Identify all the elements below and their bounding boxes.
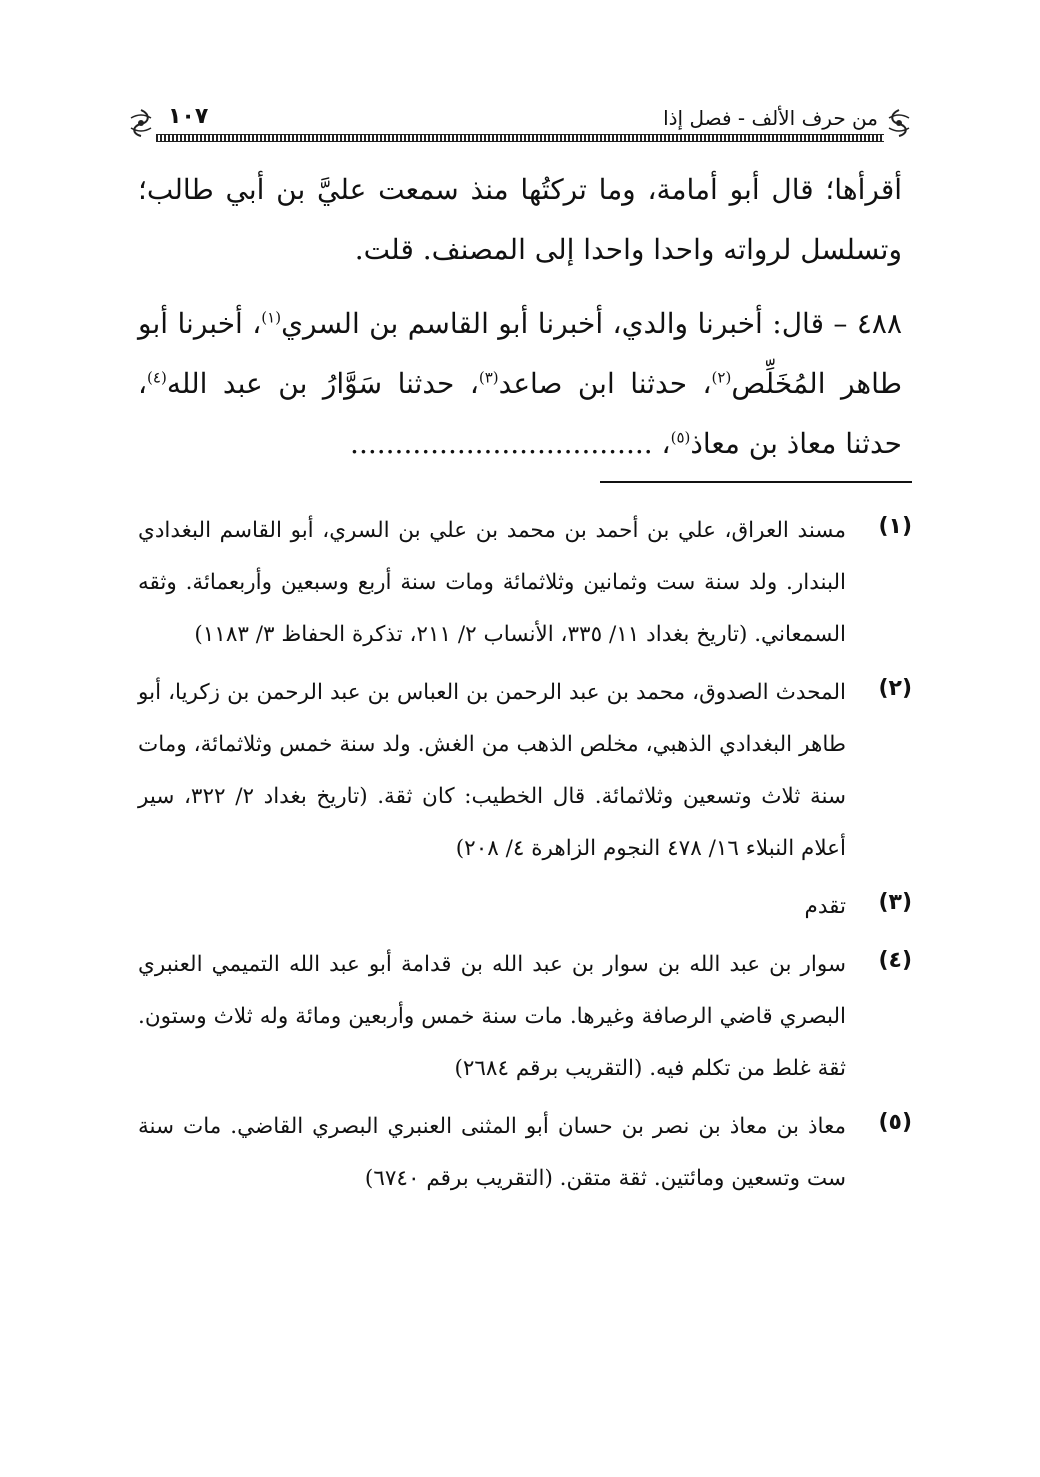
footnote-ref-5[interactable]: (٥) xyxy=(670,428,691,447)
footnote-1 xyxy=(138,505,912,661)
footnote-number: (٥) xyxy=(878,1110,912,1135)
footnote-text: سوار بن عبد الله بن سوار بن عبد الله بن قدامة أبو عبد الله التميمي العنبري البصري قاضي الرصافة وغيرها. مات سنة خمس وأربعين ومائة وله ثلاث وستون. ثقة غلط من تكلم فيه. (التقريب برقم ٢٦٨٤) xyxy=(138,952,846,1081)
narration-segment-5: ، حدثنا معاذ بن معاذ xyxy=(138,367,902,460)
footnote-number: (٤) xyxy=(878,948,912,973)
footnotes xyxy=(138,505,912,1211)
narration-segment-6: ، .................................. xyxy=(350,427,671,460)
narration-488 xyxy=(138,294,902,474)
footnote-4 xyxy=(138,939,912,1095)
footnote-5 xyxy=(138,1101,912,1205)
footnote-separator xyxy=(600,481,912,483)
footnote-text: المحدث الصدوق، محمد بن عبد الرحمن بن العباس بن عبد الرحمن بن زكريا، أبو طاهر البغدادي الذهبي، مخلص الذهب من الغش. ولد سنة خمس وثلاثمائة، ومات سنة ثلاث وتسعين وثلاثمائة. قال الخطيب: كان ثقة. (تاريخ بغداد ٢/ ٣٢٢، سير أعلام النبلاء ١٦/ ٤٧٨ النجوم الزاهرة ٤/ ٢٠٨) xyxy=(138,680,846,861)
footnote-number: (٣) xyxy=(878,890,912,915)
footnote-number: (٢) xyxy=(878,676,912,701)
main-text xyxy=(138,160,902,474)
footnote-2 xyxy=(138,667,912,875)
narration-segment-4: ، حدثنا سَوَّارُ بن عبد الله xyxy=(166,367,479,400)
paragraph-1: أقرأها؛ قال أبو أمامة، وما تركتُها منذ سمعت عليَّ بن أبي طالب؛ وتسلسل لرواته واحدا واحدا إلى المصنف. قلت. xyxy=(138,173,902,266)
footnote-ref-1[interactable]: (١) xyxy=(261,308,282,327)
ornament-right-icon xyxy=(886,108,912,138)
footnote-text: مسند العراق، علي بن أحمد بن محمد بن علي بن السري، أبو القاسم البغدادي البندار. ولد سنة ست وثمانين وثلاثمائة ومات سنة أربع وسبعين وأربعمائة. وثقه السمعاني. (تاريخ بغداد ١١/ ٣٣٥، الأنساب ٢/ ٢١١، تذكرة الحفاظ ٣/ ١١٨٣) xyxy=(138,518,846,647)
footnote-text: معاذ بن معاذ بن نصر بن حسان أبو المثنى العنبري البصري القاضي. مات سنة ست وتسعين ومائتين. ثقة متقن. (التقريب برقم ٦٧٤٠) xyxy=(138,1114,846,1191)
footnote-text: تقدم xyxy=(804,894,846,919)
footnote-ref-4[interactable]: (٤) xyxy=(147,368,167,387)
footnote-3 xyxy=(138,881,912,933)
footnote-number: (١) xyxy=(878,514,912,539)
page-number: ١٠٧ xyxy=(168,104,209,129)
running-header xyxy=(128,104,912,146)
narration-segment-2: ، أخبرنا أبو طاهر المُخَلِّص xyxy=(138,307,902,400)
header-title: من حرف الألف - فصل إذا xyxy=(663,106,878,130)
footnote-ref-2[interactable]: (٢) xyxy=(711,368,732,387)
ornament-left-icon xyxy=(128,108,154,138)
footnote-ref-3[interactable]: (٣) xyxy=(478,368,499,387)
narration-number: ٤٨٨ xyxy=(856,307,902,340)
narration-segment-3: ، حدثنا ابن صاعد xyxy=(498,367,712,400)
narration-segment-1: – قال: أخبرنا والدي، أخبرنا أبو القاسم بن السري xyxy=(281,307,857,340)
header-rule xyxy=(156,134,884,142)
